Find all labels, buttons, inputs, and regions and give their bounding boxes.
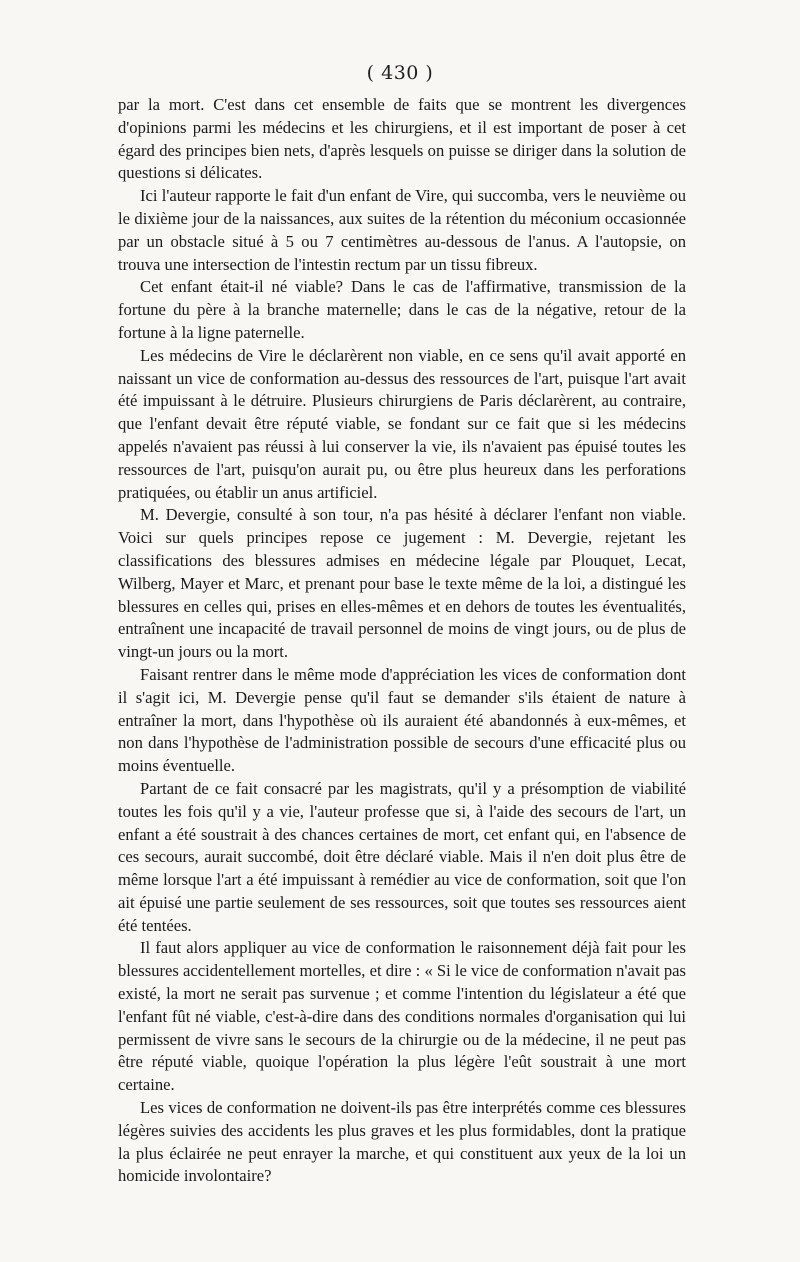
paragraph-1: par la mort. C'est dans cet ensemble de faits que se montrent les divergences d'opinions parmi les médecins et les chirurgiens, et il est important de poser à cet égard des principes bien nets, d'après lesquels on puisse se diriger dans la solution de questions si délicates.	[118, 95, 686, 183]
paragraph-6: Faisant rentrer dans le même mode d'appréciation les vices de conformation dont il s'agit ici, M. Devergie pense qu'il faut se demander s'ils étaient de nature à entraîner la mort, dans l'hypothèse où ils auraient été abandonnés à eux-mêmes, et non dans l'hypothèse de l'administration possible de secours d'une efficacité plus ou moins éventuelle.	[118, 664, 686, 776]
body-text	[118, 94, 686, 1188]
paragraph-9: Les vices de conformation ne doivent-ils pas être interprétés comme ces blessures légères suivies des accidents les plus graves et les plus formidables, dont la pratique la plus éclairée ne peut enrayer la marche, et qui constituent aux yeux de la loi un homicide involontaire?	[118, 1098, 686, 1186]
paragraph-2: Ici l'auteur rapporte le fait d'un enfant de Vire, qui succomba, vers le neuvième ou le dixième jour de la naissances, aux suites de la rétention du méconium occasionnée par un obstacle situé à 5 ou 7 centimètres au-dessous de l'anus. A l'autopsie, on trouva une intersection de l'intestin rectum par un tissu fibreux.	[118, 186, 686, 274]
paragraph-4: Les médecins de Vire le déclarèrent non viable, en ce sens qu'il avait apporté en naissant un vice de conformation au-dessus des ressources de l'art, puisque l'art avait été impuissant à le détruire. Plusieurs chirurgiens de Paris déclarèrent, au contraire, que l'enfant devait être réputé viable, se fondant sur ce fait que si les médecins appelés n'avaient pas réussi à lui conserver la vie, ils n'avaient pas épuisé toutes les ressources de l'art, puisqu'on aurait pu, ou être plus heureux dans les perforations pratiquées, ou établir un anus artificiel.	[118, 345, 686, 502]
page-number: ( 430 )	[366, 62, 434, 84]
paragraph-7: Partant de ce fait consacré par les magistrats, qu'il y a présomption de viabilité toutes les fois qu'il y a vie, l'auteur professe que si, à l'aide des secours de l'art, un enfant a été soustrait à des chances certaines de mort, cet enfant qui, en l'absence de ces secours, aurait succombé, doit être déclaré viable. Mais il n'en doit plus être de même lorsque l'art a été impuissant à remédier au vice de conformation, soit que l'on ait épuisé une partie seulement de ses ressources, soit que toutes ses ressources aient été tentées.	[118, 778, 686, 935]
paragraph-8: Il faut alors appliquer au vice de conformation le raisonnement déjà fait pour les blessures accidentellement mortelles, et dire : « Si le vice de conformation n'avait pas existé, la mort ne serait pas survenue ; et comme l'intention du législateur a été que l'enfant fût né viable, c'est-à-dire dans des conditions normales d'organisation qui lui permissent de vivre sans le secours de la chirurgie ou de la médecine, il ne peut pas être réputé viable, quoique l'opération la plus légère l'eût soustrait à une mort certaine.	[118, 938, 686, 1095]
paragraph-3: Cet enfant était-il né viable? Dans le cas de l'affirmative, transmission de la fortune du père à la branche maternelle; dans le cas de la négative, retour de la fortune à la ligne paternelle.	[118, 277, 686, 342]
paragraph-5: M. Devergie, consulté à son tour, n'a pas hésité à déclarer l'enfant non viable. Voici sur quels principes repose ce jugement : M. Devergie, rejetant les classifications des blessures admises en médecine légale par Plouquet, Lecat, Wilberg, Mayer et Marc, et prenant pour base le texte même de la loi, a distingué les blessures en celles qui, prises en elles-mêmes et en dehors de toutes les éventualités, entraînent une incapacité de travail personnel de moins de vingt jours, ou de plus de vingt-un jours ou la mort.	[118, 505, 686, 662]
